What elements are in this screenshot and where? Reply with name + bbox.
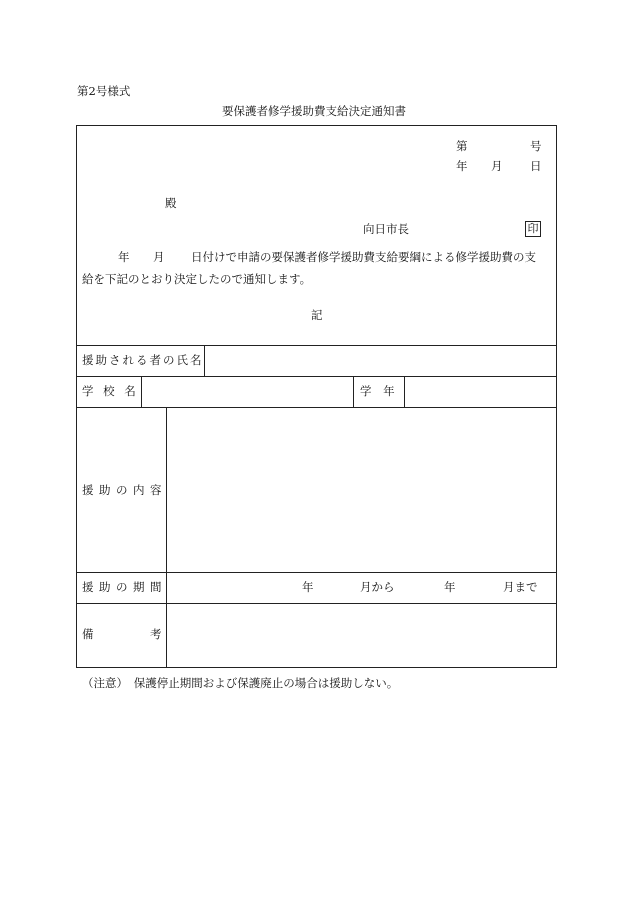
recipient-name-field[interactable] <box>206 347 555 375</box>
row-divider <box>76 376 557 377</box>
col-divider <box>204 345 205 376</box>
period-start-year: 年 <box>302 580 314 594</box>
row-divider <box>76 603 557 604</box>
date-month: 月 <box>491 159 503 173</box>
content-field[interactable] <box>168 409 555 571</box>
grade-label: 学 年 <box>360 384 399 398</box>
body-year: 年 <box>118 250 130 264</box>
row-divider <box>76 407 557 408</box>
row-divider <box>76 345 557 346</box>
form-number: 第2号様式 <box>77 84 131 98</box>
body-month: 月 <box>153 250 165 264</box>
content-label: 援助の内容 <box>82 483 167 497</box>
school-name-field[interactable] <box>143 378 352 406</box>
notice-number-prefix: 第 <box>456 139 468 153</box>
issuer: 向日市長 <box>363 222 409 236</box>
ki-label: 記 <box>311 308 323 322</box>
remarks-label-first: 備 <box>82 627 94 641</box>
remarks-field[interactable] <box>168 605 555 666</box>
body-text-line2: 給を下記のとおり決定したので通知します。 <box>82 272 312 286</box>
col-divider <box>404 376 405 407</box>
period-end-month: 月まで <box>503 580 538 594</box>
col-divider <box>166 407 167 668</box>
period-label: 援助の期間 <box>82 580 167 594</box>
seal-mark: 印 <box>525 221 541 237</box>
remarks-label-second: 考 <box>150 627 162 641</box>
col-divider <box>353 376 354 407</box>
row-divider <box>76 572 557 573</box>
school-name-label: 学 校 名 <box>82 384 139 398</box>
date-year: 年 <box>456 159 468 173</box>
document-title: 要保護者修学援助費支給決定通知書 <box>222 104 406 118</box>
footnote: （注意） 保護停止期間および保護廃止の場合は援助しない。 <box>82 676 399 690</box>
period-end-year: 年 <box>444 580 456 594</box>
recipient-name-label: 援助される者の氏名 <box>82 353 204 367</box>
grade-field[interactable] <box>406 378 555 406</box>
notice-number-suffix: 号 <box>530 139 542 153</box>
body-text-line1: 日付けで申請の要保護者修学援助費支給要綱による修学援助費の支 <box>191 250 536 264</box>
col-divider <box>141 376 142 407</box>
date-day: 日 <box>530 159 542 173</box>
period-start-month: 月から <box>360 580 395 594</box>
recipient-suffix: 殿 <box>165 196 177 210</box>
